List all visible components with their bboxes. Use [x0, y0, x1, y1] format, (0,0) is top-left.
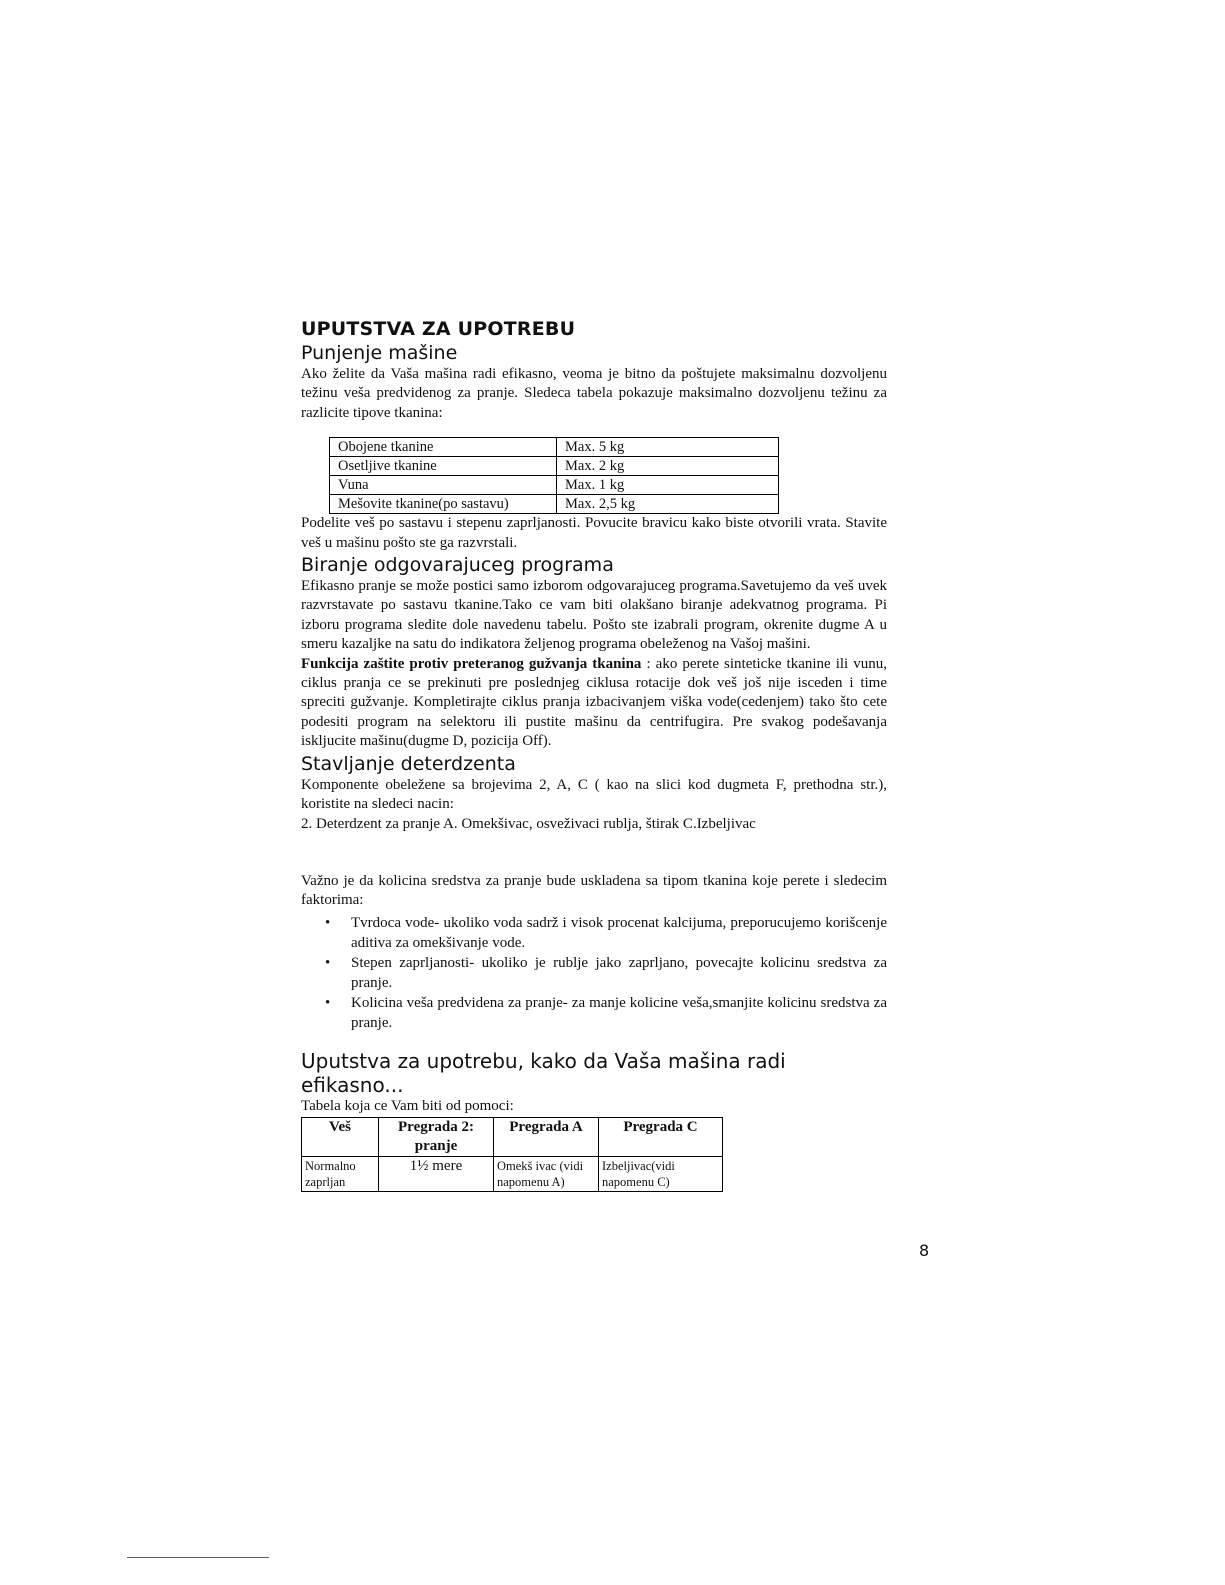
- detergent-paragraph: Komponente obeležene sa brojevima 2, A, C ( kao na slici kod dugmeta F, prethodna str.), koristite na sledeci nacin:: [301, 776, 887, 813]
- header-cell: Pregrada A: [494, 1118, 599, 1157]
- table-header-row: [302, 1118, 723, 1157]
- heading-efficiency: Uputstva za upotrebu, kako da Vaša mašina radi efikasno...: [301, 1048, 786, 1097]
- document-title: UPUTSTVA ZA UPOTREBU: [301, 318, 576, 340]
- list-item: • Stepen zaprljanosti- ukoliko je rublje jako zaprljano, povecajte kolicinu sredstva za pranje.: [351, 953, 887, 993]
- heading-program: Biranje odgovarajuceg programa: [301, 554, 614, 577]
- page-number: 8: [919, 1241, 930, 1260]
- fabric-cell: Osetljive tkanine: [330, 457, 557, 476]
- list-item: • Tvrdoca vode- ukoliko voda sadrž i visok procenat kalcijuma, preporucujemo korišcenje aditiva za omekšivanje vode.: [351, 913, 887, 953]
- table-row: [330, 457, 779, 476]
- loading-intro: Ako želite da Vaša mašina radi efikasno, veoma je bitno da poštujete maksimalnu dozvoljenu težinu veša predvidenog za pranje. Sledeca tabela pokazuje maksimalno dozvoljenu težinu za razlicite tipove tkanina:: [301, 366, 887, 421]
- max-cell: Max. 1 kg: [557, 476, 779, 495]
- footnote-divider: [127, 1557, 269, 1558]
- program-paragraph: Efikasno pranje se može postici samo izborom odgovarajuceg programa.Savetujemo da veš uvek razvrstavate po sastavu tkanine.Tako ce vam biti olakšano biranje adekvatnog programa. Pi izboru programa sledite dole navedenu tabelu. Pošto ste izabrali program, okrenite dugme A u smeru kazaljke na satu do indikatora željenog programa obeleženog na Vašoj mašini.: [301, 578, 887, 653]
- heading-loading: Punjenje mašine: [301, 342, 458, 364]
- factor-list: [301, 913, 887, 1033]
- document-page: [301, 318, 887, 1192]
- max-cell: Max. 2,5 kg: [557, 495, 779, 514]
- header-cell: Veš: [302, 1118, 379, 1157]
- list-item: • Kolicina veša predvidena za pranje- za manje kolicine veša,smanjite kolicinu sredstva za pranje.: [351, 993, 887, 1033]
- table-row: [302, 1157, 723, 1192]
- amount-paragraph: Važno je da kolicina sredstva za pranje bude uskladena sa tipom tkanina koje perete i sledecim faktorima:: [301, 872, 887, 909]
- sorting-paragraph: Podelite veš po sastavu i stepenu zaprljanosti. Povucite bravicu kako biste otvorili vrata. Stavite veš u mašinu pošto ste ga razvrstali.: [301, 515, 887, 551]
- max-cell: Max. 5 kg: [557, 438, 779, 457]
- anti-crease-paragraph: [301, 655, 887, 752]
- blank-space: [301, 834, 887, 872]
- fabric-cell: Obojene tkanine: [330, 438, 557, 457]
- detergent-line: 2. Deterdzent za pranje A. Omekšivac, osveživaci rublja, štirak C.Izbeljivac: [301, 815, 756, 832]
- header-cell: Pregrada 2: pranje: [379, 1118, 494, 1157]
- blank-space: [301, 1033, 887, 1049]
- table-cell: Omekš ivac (vidi napomenu A): [494, 1157, 599, 1192]
- table-row: [330, 438, 779, 457]
- table-row: [330, 476, 779, 495]
- fabric-cell: Mešovite tkanine(po sastavu): [330, 495, 557, 514]
- max-cell: Max. 2 kg: [557, 457, 779, 476]
- table-cell: 1½ mere: [379, 1157, 494, 1192]
- weight-table: [329, 437, 779, 514]
- table-cell: Normalno zaprljan: [302, 1157, 379, 1192]
- anti-crease-text: : ako perete sinteticke tkanine ili vunu, ciklus pranja ce se prekinuti pre poslednjeg ciklusa rotacije dok veš još nije isceden i time spreciti gužvanje. Kompletirajte ciklus pranja izbacivanjem viška vode(cedenjem) tako što cete podesiti program na selektoru ili pustite mašinu da centrifugira. Pre svakog podešavanja iskljucite mašinu(dugme D, pozicija Off).: [301, 655, 887, 750]
- header-cell: Pregrada C: [599, 1118, 723, 1157]
- anti-crease-label: Funkcija zaštite protiv preteranog gužvanja tkanina: [301, 655, 642, 672]
- heading-detergent: Stavljanje deterdzenta: [301, 752, 516, 775]
- table-row: [330, 495, 779, 514]
- compartment-table: [301, 1117, 723, 1192]
- fabric-cell: Vuna: [330, 476, 557, 495]
- table-caption: Tabela koja ce Vam biti od pomoci:: [301, 1097, 514, 1114]
- table-cell: Izbeljivac(vidi napomenu C): [599, 1157, 723, 1192]
